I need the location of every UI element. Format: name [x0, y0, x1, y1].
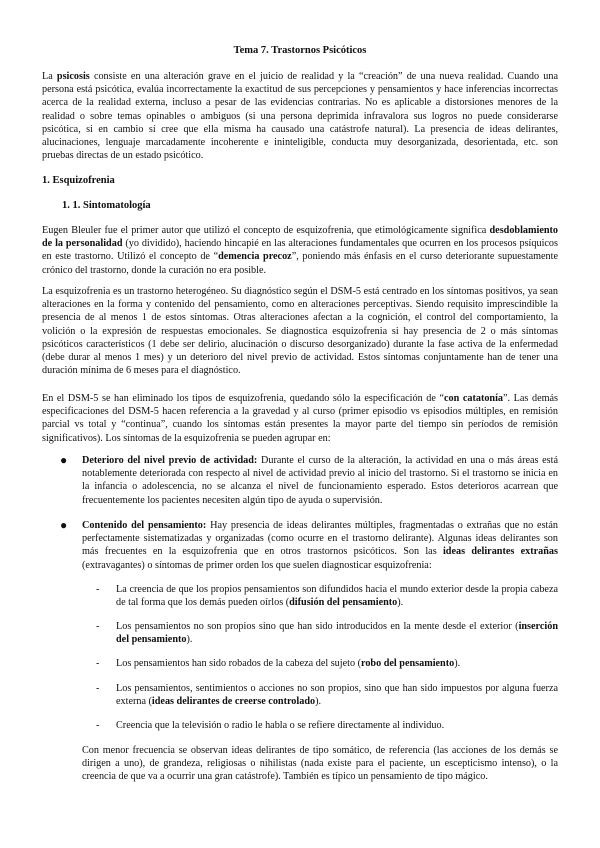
p1-text-a: Eugen Bleuler fue el primer autor que utilizó el concepto de esquizofrenia, que etimológicamente significa [42, 225, 490, 236]
dash0-term: difusión del pensamiento [289, 597, 398, 609]
dash1-term: inserción del pensamiento [116, 621, 558, 646]
dash-marker: - [96, 683, 100, 694]
tipos-paragraph [42, 392, 558, 445]
list-item-text [116, 583, 558, 609]
bullet2-term: ideas delirantes extrañas [442, 546, 558, 558]
intro-text-c: consiste en una alteración grave en el juicio de realidad y la “creación” de una nueva realidad. Cuando una persona está psicótica, evalúa incorrectamente la exactitud de sus percepciones y pensamientos y hace inferencias incorrectas acerca de la realidad externa, incluso a pesar de las evidencias contrarias. No es aplicable a distorsiones menores de la realidad o sobre temas opinables o ambiguos (si una persona deprimida infravalora sus logros no puede considerarse psicótica, si en cambio sí cree que ella misma ha causado una catástrofe natural). La presencia de ideas delirantes, alucinaciones, lenguaje marcadamente incoherente e ininteligible, conducta muy desorganizada, desorientada, etc. son pruebas directas de un estado psicótico. [42, 71, 558, 162]
closing-paragraph: Con menor frecuencia se observan ideas delirantes de tipo somático, de referencia (las acciones de los demás se dirigen a uno), de grandeza, religiosas o nihilistas (nada existe para el paciente, un escepticismo intenso), o la creencia de que va a ocurrir una gran catástrofe). También es típico un pensamiento de tipo mágico. [82, 745, 558, 783]
dash1-a: Los pensamientos no son propios sino que han sido introducidos en la mente desde el exterior ( [116, 621, 519, 632]
p1-term-desdoblamiento: desdoblamiento de la personalidad [42, 225, 558, 250]
dash-marker: - [96, 584, 100, 595]
dash-marker: - [96, 720, 100, 731]
dash3-term: ideas delirantes de creerse controlado [151, 696, 316, 708]
dash2-a: Los pensamientos han sido robados de la cabeza del sujeto ( [116, 658, 361, 669]
dash3-c: ). [315, 696, 322, 708]
dash4-a: Creencia que la televisión o radio le habla o se refiere directamente al individuo. [116, 720, 445, 731]
p1-text-c: (yo dividido), haciendo hincapié en las alteraciones fundamentales que ocurren en los procesos psíquicos en este trastorno. Utilizó el concepto de “ [42, 238, 558, 263]
p3-term-catatonia: con catatonía [443, 393, 504, 404]
list-item-text [116, 682, 558, 708]
dash1-c: ). [186, 634, 193, 646]
bullet-contenido-text [82, 519, 558, 572]
intro-paragraph [42, 70, 558, 162]
page-title: Tema 7. Trastornos Psicóticos [233, 45, 367, 56]
list-item-text [116, 620, 558, 646]
list-item-text [116, 657, 558, 670]
list-item-text [116, 719, 558, 732]
intro-term-psicosis: psicosis [56, 71, 90, 82]
p1-term-demencia-precoz: demencia precoz [218, 251, 292, 263]
section-heading-esquizofrenia: 1. Esquizofrenia [42, 175, 115, 186]
bullet2-body-d: (extravagantes) o síntomas de primer orden los que suelen diagnosticar esquizofrenia: [82, 559, 432, 571]
p3-text-a: En el DSM-5 se han eliminado los tipos de esquizofrenia, quedando sólo la especificación de “ [42, 393, 444, 404]
bullet-deterioro-text [82, 454, 558, 507]
bullet2-heading: Contenido del pensamiento: [82, 520, 207, 531]
dash0-c: ). [397, 597, 404, 609]
intro-text-a: La [42, 71, 57, 82]
subsection-heading-sintomatologia: 1. 1. Sintomatología [62, 200, 151, 211]
bleuler-paragraph [42, 224, 558, 277]
bullet2-body-b: Hay presencia de ideas delirantes múltiples, fragmentadas o extrañas que no están perfectamente sistematizadas y organizadas (como ocurre en el trastorno delirante). Algunas ideas delirantes son más frecuentes en la esquizofrenia que en otros trastornos psicóticos. Son las [82, 520, 558, 558]
dash3-a: Los pensamientos, sentimientos o acciones no son propios, sino que han sido impuestos por alguna fuerza externa ( [116, 683, 558, 708]
dash2-term: robo del pensamiento [361, 658, 455, 669]
bullet-icon: ● [60, 453, 68, 467]
p1-text-e: ”, poniendo más énfasis en el curso deteriorante supuestamente crónico del trastorno, donde la curación no era posible. [42, 251, 558, 276]
p3-text-c: ”. Las demás especificaciones del DSM-5 hacen referencia a la gravedad y al curso (primer episodio vs episodios múltiples, en remisión parcial vs total y “continua”, cuando los síntomas están presentes la mayor parte del tiempo sin períodos de remisión significativos). Los síntomas de la esquizofrenia se pueden agrupar en: [42, 393, 558, 444]
dash2-c: ). [454, 658, 461, 669]
bullet-icon: ● [60, 518, 68, 532]
dash0-a: La creencia de que los propios pensamientos son difundidos hacia el mundo exterior desde la propia cabeza de tal forma que los demás pueden oírlos ( [116, 584, 558, 609]
bullet1-heading: Deterioro del nivel previo de actividad: [82, 455, 258, 466]
bullet1-body: Durante el curso de la alteración, la actividad en una o más áreas está notablemente deteriorada con respecto al nivel de actividad previo al inicio del trastorno. Si el trastorno se inicia en la infancia o adolescencia, no se alcanza el nivel de funcionamiento esperado. Estos deterioros acarrean que frecuentemente los pacientes necesiten algún tipo de ayuda o supervisión. [82, 455, 558, 506]
dash-marker: - [96, 621, 100, 632]
dash-marker: - [96, 658, 100, 669]
dsm5-paragraph: La esquizofrenia es un trastorno heterogéneo. Su diagnóstico según el DSM-5 está centrado en los síntomas positivos, ya sean alteraciones en la forma y contenido del pensamiento, como en alteraciones perceptivas. Siendo requisito imprescindible la presencia de al menos 1 de estos síntomas. Otras alteraciones afectan a la cognición, el control del comportamiento, la volición o la expresión de respuestas emocionales. Se diagnostica esquizofrenia si hay presencia de 2 o más síntomas psicóticos característicos (1 debe ser delirio, alucinación o discurso desorganizado) durante la fase activa de la enfermedad (debe durar al menos 1 mes) y un deterioro del nivel previo de actividad. Estos síntomas conjuntamente han de tener una duración mínima de 6 meses para el diagnóstico. [42, 286, 558, 377]
